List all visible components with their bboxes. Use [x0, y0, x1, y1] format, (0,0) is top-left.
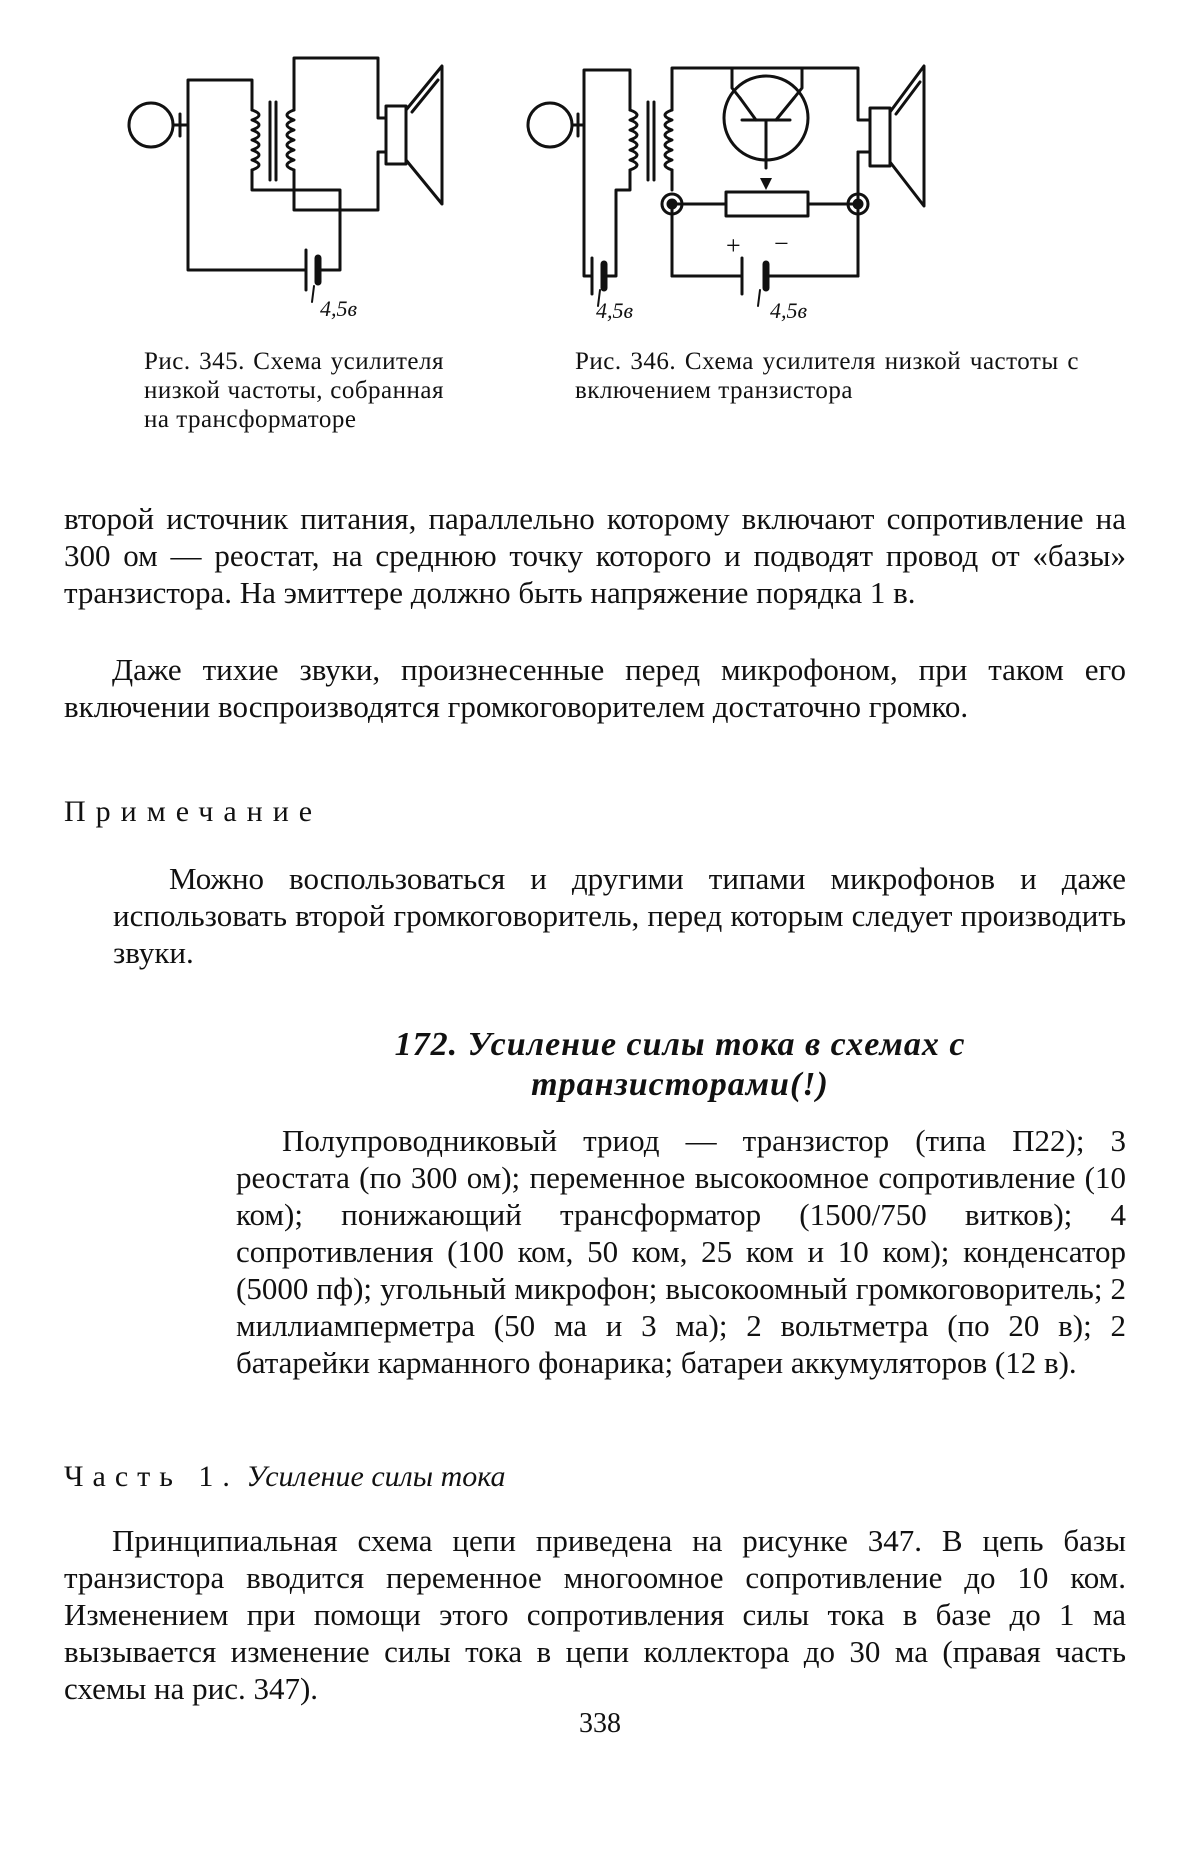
equipment-list: Полупроводниковый триод — транзистор (типа П22); 3 реостата (по 300 ом); переменное высокоомное сопротивление (10 ком); понижающий трансформатор (1500/750 витков); 4 сопротивления (100 ком, 50 ком, 25 ком и 10 ком); конденсатор (5000 пф); угольный микрофон; высокоомный громкоговоритель; 2 миллиамперметра (50 ма и 3 ма); 2 вольтметра (по 20 в); 2 батарейки карманного фонарика; батареи аккумуляторов (12 в). — [236, 1123, 1126, 1380]
part-label: Часть 1. — [64, 1460, 239, 1493]
figure-345-circuit — [120, 40, 500, 330]
microphone-icon — [528, 103, 572, 147]
fig346-polarity-minus: − — [774, 229, 789, 258]
paragraph-quiet-sounds: Даже тихие звуки, произнесенные перед микрофоном, при таком его включении воспроизводятся громкоговорителем достаточно громко. — [64, 652, 1126, 724]
rheostat-icon — [726, 192, 808, 216]
fig346-diagram — [520, 40, 1080, 330]
figure-346-circuit — [520, 40, 1080, 330]
paragraph-principal-scheme: Принципиальная схема цепи приведена на рисунке 347. В цепь базы транзистора вводится переменное многоомное сопротивление до 10 ком. Изменением при помощи этого сопротивления силы тока в базе до 1 ма вызывается изменение силы тока в цепи коллектора до 30 ма (правая часть схемы на рис. 347). — [64, 1523, 1126, 1706]
paragraph-continuation: второй источник питания, параллельно которому включают сопротивление на 300 ом — реостат, на среднюю точку которого и подводят провод от «базы» транзистора. На эмиттере должно быть напряжение порядка 1 в. — [64, 501, 1126, 610]
fig346-battery-label-right: 4,5в — [770, 298, 808, 323]
page-number: 338 — [579, 1708, 621, 1739]
microphone-icon — [129, 103, 173, 147]
battery-icon — [298, 250, 328, 302]
note-text: Можно воспользоваться и другими типами микрофонов и даже использовать второй громкоговоритель, перед которым следует производить звуки. — [113, 861, 1126, 970]
loudspeaker-icon — [870, 108, 890, 166]
loudspeaker-icon — [386, 106, 406, 164]
fig345-caption: Рис. 345. Схема усилителя низкой частоты, собранная на трансформаторе — [144, 348, 444, 433]
fig346-battery-label-left: 4,5в — [596, 298, 634, 323]
fig345-battery-label: 4,5в — [320, 296, 358, 321]
part-heading — [64, 1460, 506, 1494]
note-heading: Примечание — [64, 795, 323, 828]
fig345-diagram — [120, 40, 500, 330]
fig346-caption: Рис. 346. Схема усилителя низкой частоты с включением транзистора — [575, 348, 1079, 404]
battery-icon — [742, 258, 766, 306]
section-heading: 172. Усиление силы тока в схемах с транзисторами(!) — [394, 1026, 966, 1103]
part-title: Усиление силы тока — [246, 1460, 506, 1493]
fig346-polarity-plus: + — [726, 231, 741, 260]
